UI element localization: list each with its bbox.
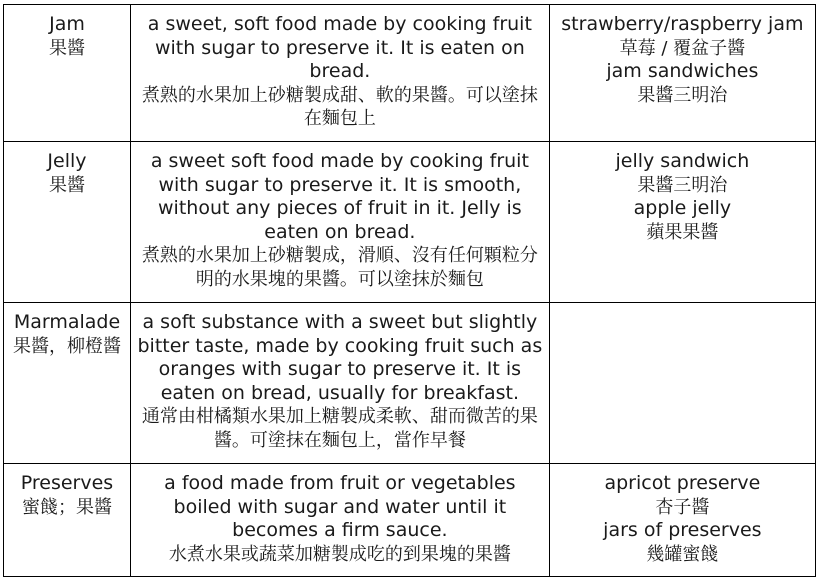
example-chinese: 草莓 / 覆盆子醬 xyxy=(619,37,746,59)
example-english: jam sandwiches xyxy=(606,60,759,82)
definition-chinese: 煮熟的水果加上砂糖製成，滑順、沒有任何顆粒分明的水果塊的果醬。可以塗抹於麵包 xyxy=(141,245,538,290)
example-chinese: 杏子醬 xyxy=(655,496,710,518)
table-row xyxy=(4,142,816,303)
definition-chinese: 水煮水果或蔬菜加糖製成吃的到果塊的果醬 xyxy=(168,543,511,565)
example-english: apple jelly xyxy=(633,197,732,219)
word-cell xyxy=(4,303,131,464)
table-row xyxy=(4,5,816,142)
examples-cell xyxy=(549,142,815,303)
word-chinese: 果醬，柳橙醬 xyxy=(12,335,121,357)
word-chinese: 蜜餞；果醬 xyxy=(21,496,112,518)
word-english: Jelly xyxy=(47,150,87,172)
examples-cell xyxy=(549,464,815,577)
examples-cell xyxy=(549,303,815,464)
example-chinese: 果醬三明治 xyxy=(637,84,728,106)
word-chinese: 果醬 xyxy=(48,174,85,196)
definition-cell xyxy=(130,142,549,303)
vocabulary-table xyxy=(3,4,816,577)
word-chinese: 果醬 xyxy=(48,37,85,59)
word-cell xyxy=(4,464,131,577)
example-english: apricot preserve xyxy=(604,472,761,494)
word-english: Jam xyxy=(49,13,85,35)
definition-cell xyxy=(130,5,549,142)
example-chinese: 果醬三明治 xyxy=(637,174,728,196)
definition-english: a food made from fruit or vegetables boiled with sugar and water until it becomes a firm sauce. xyxy=(164,472,516,541)
word-english: Marmalade xyxy=(13,311,121,333)
example-english: strawberry/raspberry jam xyxy=(561,13,804,35)
table-row xyxy=(4,464,816,577)
examples-cell xyxy=(549,5,815,142)
word-english: Preserves xyxy=(20,472,114,494)
example-english: jelly sandwich xyxy=(615,150,750,172)
definition-english: a sweet, soft food made by cooking fruit with sugar to preserve it. It is eaten on bread. xyxy=(147,13,532,82)
word-cell xyxy=(4,142,131,303)
definition-english: a sweet soft food made by cooking fruit with sugar to preserve it. It is smooth, without any pieces of fruit in it. Jelly is eaten on bread. xyxy=(150,150,529,243)
example-english: jars of preserves xyxy=(603,519,762,541)
table-row xyxy=(4,303,816,464)
definition-chinese: 通常由柑橘類水果加上糖製成柔軟、甜而微苦的果醬。可塗抹在麵包上，當作早餐 xyxy=(141,406,538,451)
example-chinese: 蘋果果醬 xyxy=(646,221,719,243)
example-chinese: 幾罐蜜餞 xyxy=(646,543,719,565)
definition-cell xyxy=(130,303,549,464)
definition-chinese: 煮熟的水果加上砂糖製成甜、軟的果醬。可以塗抹在麵包上 xyxy=(141,84,538,129)
definition-cell xyxy=(130,464,549,577)
word-cell xyxy=(4,5,131,142)
definition-english: a soft substance with a sweet but slightly bitter taste, made by cooking fruit such as oranges with sugar to preserve it. It is eaten on bread, usually for breakfast. xyxy=(137,311,543,404)
